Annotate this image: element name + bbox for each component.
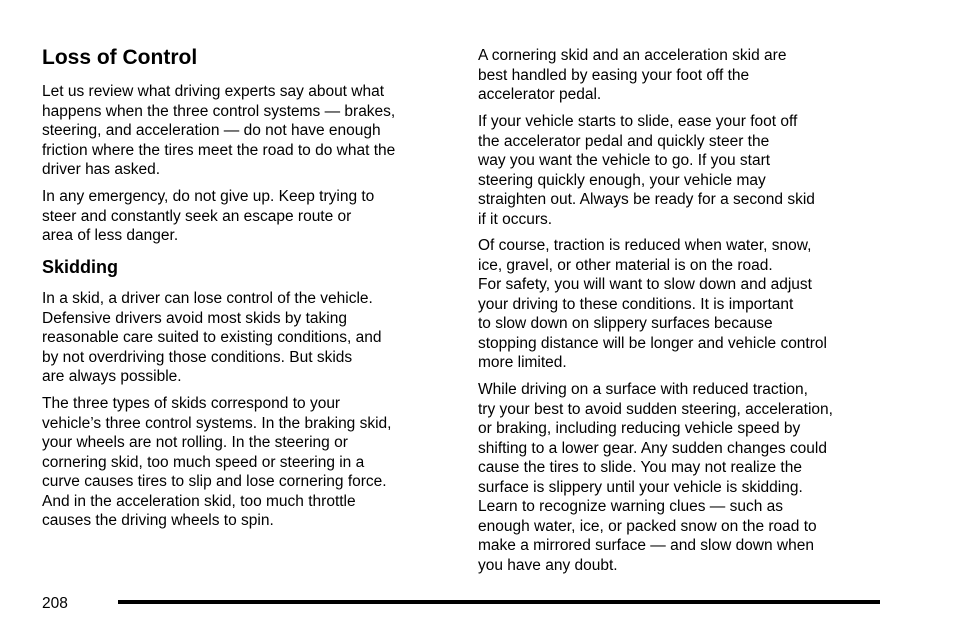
text-line: straighten out. Always be ready for a second skid — [478, 191, 815, 208]
text-line: or braking, including reducing vehicle speed by — [478, 420, 801, 437]
text-line: cause the tires to slide. You may not realize the — [478, 459, 802, 476]
text-line: For safety, you will want to slow down and adjust — [478, 276, 812, 293]
text-line: And in the acceleration skid, too much throttle — [42, 492, 356, 510]
text-line: In any emergency, do not give up. Keep trying to — [42, 188, 375, 205]
paragraph-cornering-acceleration-skid — [478, 46, 786, 105]
text-line: the accelerator pedal and quickly steer the — [478, 132, 770, 150]
text-line: The three types of skids correspond to your — [42, 395, 341, 412]
text-line: enough water, ice, or packed snow on the road to — [478, 517, 817, 535]
text-line: make a mirrored surface — and slow down when — [478, 537, 814, 554]
paragraph-skid-types — [42, 394, 391, 531]
text-line: surface is slippery until your vehicle is skidding. — [478, 478, 803, 496]
section-title-loss-of-control: Loss of Control — [42, 46, 198, 69]
text-line: try your best to avoid sudden steering, acceleration, — [478, 400, 833, 418]
text-line: happens when the three control systems — brakes, — [42, 102, 396, 120]
text-line: way you want the vehicle to go. If you start — [478, 152, 771, 169]
text-line: If your vehicle starts to slide, ease your foot off — [478, 113, 798, 130]
text-line: if it occurs. — [478, 210, 553, 228]
text-line: Defensive drivers avoid most skids by taking — [42, 309, 347, 327]
text-line: steer and constantly seek an escape route or — [42, 207, 352, 225]
page-number: 208 — [42, 595, 68, 612]
paragraph-reduced-traction — [478, 236, 827, 373]
subsection-title-skidding: Skidding — [42, 257, 118, 277]
footer-divider — [118, 600, 880, 604]
text-line: your wheels are not rolling. In the steering or — [42, 434, 348, 451]
text-line: steering quickly enough, your vehicle may — [478, 171, 766, 189]
text-line: cornering skid, too much speed or steering in a — [42, 453, 365, 471]
text-line: reasonable care suited to existing conditions, and — [42, 329, 382, 346]
paragraph-skid-control — [42, 289, 382, 387]
text-line: Let us review what driving experts say about what — [42, 83, 385, 100]
text-line: to slow down on slippery surfaces because — [478, 315, 773, 332]
paragraph-loss-of-control-intro — [42, 82, 395, 180]
text-line: vehicle’s three control systems. In the braking skid, — [42, 414, 392, 432]
text-line: best handled by easing your foot off the — [478, 66, 750, 84]
text-line: shifting to a lower gear. Any sudden changes could — [478, 439, 827, 457]
text-line: causes the driving wheels to spin. — [42, 512, 274, 529]
text-line: ice, gravel, or other material is on the road. — [478, 256, 773, 274]
text-line: more limited. — [478, 354, 567, 371]
paragraph-emergency — [42, 187, 374, 246]
text-line: A cornering skid and an acceleration skid are — [478, 47, 787, 64]
text-line: Of course, traction is reduced when water, snow, — [478, 237, 812, 254]
text-line: by not overdriving those conditions. But skids — [42, 348, 353, 366]
text-line: Learn to recognize warning clues — such as — [478, 498, 783, 515]
paragraph-vehicle-slide — [478, 112, 815, 229]
text-line: your driving to these conditions. It is important — [478, 295, 794, 313]
text-line: you have any doubt. — [478, 556, 618, 574]
text-line: In a skid, a driver can lose control of the vehicle. — [42, 290, 373, 307]
text-line: are always possible. — [42, 368, 182, 385]
text-line: area of less danger. — [42, 227, 179, 244]
text-line: accelerator pedal. — [478, 86, 602, 103]
text-line: steering, and acceleration — do not have enough — [42, 122, 381, 139]
text-line: friction where the tires meet the road to do what the — [42, 141, 396, 159]
paragraph-driving-on-slippery-surface — [478, 380, 833, 575]
text-line: curve causes tires to slip and lose cornering force. — [42, 473, 387, 490]
text-line: While driving on a surface with reduced traction, — [478, 381, 808, 398]
text-line: driver has asked. — [42, 161, 161, 178]
text-line: stopping distance will be longer and vehicle control — [478, 334, 827, 352]
